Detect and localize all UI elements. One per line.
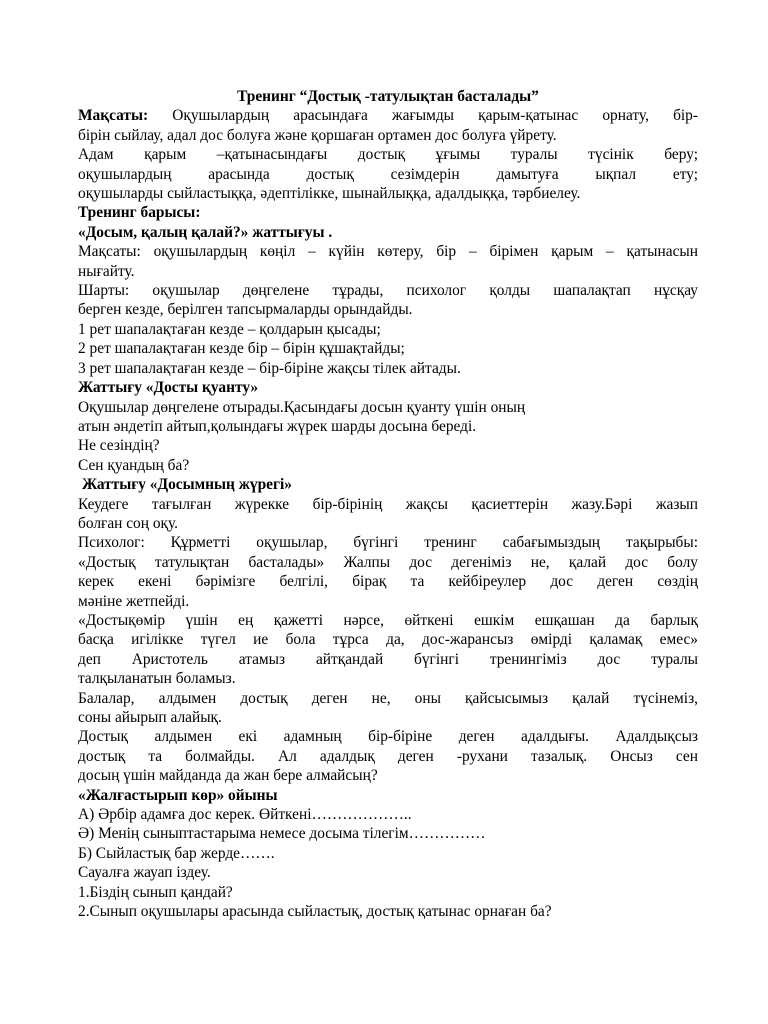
game-item-1: А) Әрбір адамға дос керек. Өйткені………………..	[78, 806, 412, 824]
exercise-2-line-1: Оқушылар дөңгелене отырады.Қасындағы досын қуанту үшін оның	[78, 398, 526, 416]
exercise-3-heading: Жаттығу «Досымның жүрегі»	[82, 476, 292, 494]
survey-label: Сауалға жауап іздеу.	[78, 864, 211, 882]
exercise-3	[78, 475, 698, 786]
exercise-1-rules-line-1: Шарты: оқушылар дөңгелене тұрады, психолог қолды шапалақтап нұсқау	[78, 282, 698, 300]
game-heading: «Жалғастырып көр» ойыны	[78, 786, 278, 804]
psychologist-line-4: мәніне жетпейді.	[78, 592, 190, 610]
goal-label: Мақсаты:	[78, 107, 149, 125]
psychologist-line-1: Психолог: Құрметті оқушылар, бүгінгі тренинг сабағымыздың тақырыбы:	[78, 534, 698, 552]
friendship-line-3: досың үшін майданда да жан бере алмайсың?	[78, 767, 378, 785]
exercise-1-step-3: 3 рет шапалақтаған кезде – бір-біріне жақсы тілек айтады.	[78, 359, 461, 377]
goal-text-1: Оқушылардың арасындаға жағымды қарым-қатынас орнату, бір-	[148, 107, 698, 125]
exercise-2-line-3: Не сезіндің?	[78, 437, 160, 455]
page-title: Тренинг “Достық -татулықтан басталады”	[237, 88, 539, 105]
exercise-1-goal-line-2: нығайту.	[78, 262, 135, 280]
exercise-3-task-line-2: болған соң оқу.	[78, 514, 179, 532]
document-page	[78, 87, 698, 921]
kids-line-1: Балалар, алдымен достық деген не, оны қайсысымыз қалай түсінеміз,	[78, 689, 698, 707]
goal-line-4: оқушылардың арасында достық сезімдерін дамытуға ықпал ету;	[78, 165, 698, 183]
exercise-2	[78, 378, 698, 475]
psychologist-line-3: керек екені бәрімізге белгілі, бірақ та кейбіреулер дос деген сөздің	[78, 573, 698, 591]
goal-section	[78, 106, 698, 203]
goal-line-2: бірін сыйлау, адал дос болуға және қоршаған ортамен дос болуға үйрету.	[78, 126, 557, 144]
quote-line-4: талқыланатын боламыз.	[78, 670, 236, 688]
exercise-2-line-4: Сен қуандың ба?	[78, 456, 190, 474]
exercise-1-step-1: 1 рет шапалақтаған кезде – қолдарын қысады;	[78, 320, 381, 338]
game-item-2: Ә) Менің сыныптастарыма немесе досыма тілегім……………	[78, 825, 486, 843]
friendship-line-2: достық та болмайды. Ал адалдық деген -рухани тазалық. Онсыз сен	[78, 747, 698, 765]
exercise-2-heading: Жаттығу «Досты қуанту»	[78, 379, 259, 397]
survey-question-2: 2.Сынып оқушылары арасында сыйластық, достық қатынас орнаған ба?	[78, 903, 552, 921]
exercise-2-line-2: атын әндетіп айтып,қолындағы жүрек шарды досына береді.	[78, 417, 477, 435]
game-section	[78, 786, 698, 922]
kids-line-2: соны айырып алайық.	[78, 709, 222, 726]
goal-line-1	[78, 106, 698, 125]
exercise-3-task-line-1: Кеудеге тағылған жүрекке бір-бірінің жақсы қасиеттерін жазу.Бәрі жазып	[78, 495, 698, 513]
friendship-line-1: Достық алдымен екі адамның бір-біріне деген адалдығы. Адалдықсыз	[78, 728, 698, 746]
survey-question-1: 1.Біздің сынып қандай?	[78, 883, 233, 901]
exercise-1-step-2: 2 рет шапалақтаған кезде бір – бірін құшақтайды;	[78, 340, 405, 358]
exercise-1-rules-line-2: берген кезде, берілген тапсырмаларды орындайды.	[78, 301, 413, 319]
exercise-1-heading: «Досым, қалың қалай?» жаттығуы .	[78, 223, 333, 241]
psychologist-line-2: «Достық татулықтан басталады» Жалпы дос дегеніміз не, қалай дос болу	[78, 553, 698, 571]
goal-line-3: Адам қарым –қатынасындағы достық ұғымы туралы түсінік беру;	[78, 146, 698, 164]
quote-line-3: деп Аристотель атамыз айтқандай бүгінгі тренингіміз дос туралы	[78, 650, 698, 668]
goal-line-5: оқушыларды сыйластыққа, әдептілікке, шынайлыққа, адалдыққа, тәрбиелеу.	[78, 185, 581, 203]
exercise-1-goal-line-1: Мақсаты: оқушылардың көңіл – күйін көтеру, бір – бірімен қарым – қатынасын	[78, 243, 698, 261]
game-item-3: Б) Сыйластық бар жерде…….	[78, 844, 275, 862]
exercise-1	[78, 223, 698, 378]
progress-heading: Тренинг барысы:	[78, 204, 201, 222]
quote-line-1: «Достықөмір үшін ең қажетті нәрсе, өйткені ешкім ешқашан да барлық	[78, 611, 698, 629]
quote-line-2: басқа игілікке түгел ие бола тұрса да, дос-жарансыз өмірді қаламақ емес»	[78, 631, 698, 649]
